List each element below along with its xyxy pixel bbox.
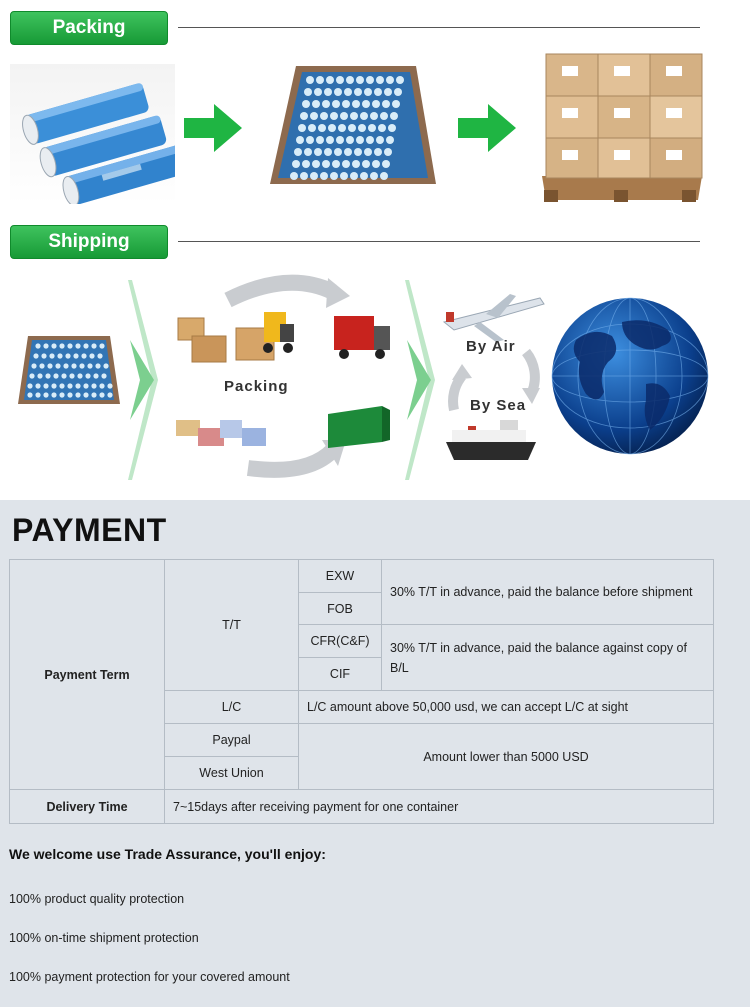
trade-assurance-item: 100% on-time shipment protection <box>9 931 199 945</box>
chevron-divider-icon <box>128 280 160 480</box>
trade-assurance-item: 100% product quality protection <box>9 892 185 906</box>
packing-divider <box>178 27 700 28</box>
payment-term-label: Payment Term <box>10 560 165 790</box>
shipping-packing-label: Packing <box>224 378 289 395</box>
by-air-label: By Air <box>466 338 516 355</box>
transport-modes-illustration <box>440 292 550 468</box>
globe-icon <box>550 296 710 456</box>
green-arrow-icon <box>458 104 516 152</box>
chevron-divider-icon <box>405 280 437 480</box>
exw-fob-text: 30% T/T in advance, paid the balance before shipment <box>382 560 714 625</box>
payment-title: PAYMENT <box>12 512 167 548</box>
green-arrow-icon <box>184 104 242 152</box>
packed-box-image <box>266 64 440 190</box>
table-row <box>10 790 714 824</box>
shipping-header <box>10 225 700 259</box>
battery-cells-image <box>10 64 175 204</box>
cfr-cif-text: 30% T/T in advance, paid the balance against copy of B/L <box>382 625 714 691</box>
trade-assurance-item: 100% payment protection for your covered amount <box>9 970 290 984</box>
by-sea-label: By Sea <box>470 397 527 414</box>
shipping-divider <box>178 241 700 242</box>
term-exw: EXW <box>299 560 382 593</box>
packing-header <box>10 11 700 45</box>
delivery-time-label: Delivery Time <box>10 790 165 824</box>
trade-assurance-heading: We welcome use Trade Assurance, you'll enjoy: <box>9 846 326 862</box>
shipping-title: Shipping <box>10 225 168 259</box>
term-cfr: CFR(C&F) <box>299 625 382 658</box>
small-box-image <box>16 334 122 408</box>
table-row <box>10 560 714 593</box>
term-cif: CIF <box>299 658 382 691</box>
pallet-cartons-image <box>532 50 712 206</box>
paypal-label: Paypal <box>165 724 299 757</box>
payment-table <box>9 559 714 824</box>
lc-text: L/C amount above 50,000 usd, we can accept L/C at sight <box>299 691 714 724</box>
term-fob: FOB <box>299 593 382 625</box>
low-amount-text: Amount lower than 5000 USD <box>299 724 714 790</box>
delivery-time-text: 7~15days after receiving payment for one container <box>165 790 714 824</box>
packing-title: Packing <box>10 11 168 45</box>
tt-label: T/T <box>165 560 299 691</box>
western-union-label: West Union <box>165 757 299 790</box>
lc-label: L/C <box>165 691 299 724</box>
